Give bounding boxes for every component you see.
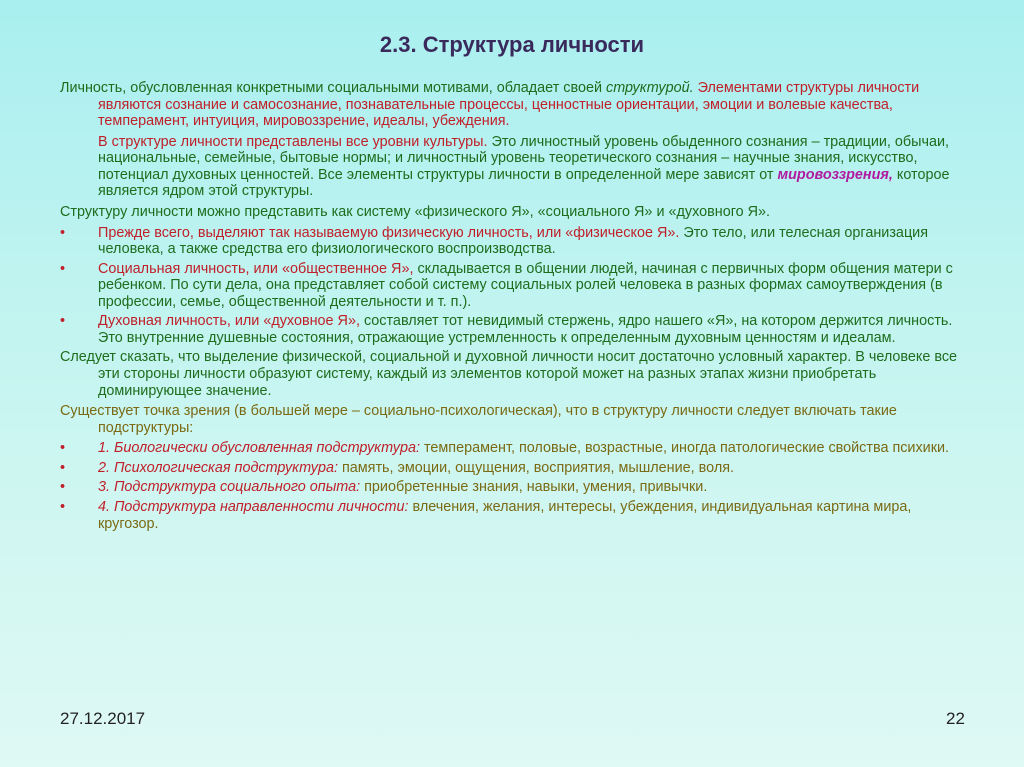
bullet-icon: • [60,459,66,476]
text: В структуре личности представлены все уровни культуры. [98,133,488,150]
text-emphasis: структурой. [606,80,694,96]
text: 4. [98,498,114,515]
bullet-icon: • [60,440,66,457]
text: которое является ядром этой структуры. [98,166,950,200]
bullet-icon: • [60,313,66,330]
list-item [60,479,975,496]
text: Прежде всего, выделяют так называемую физическую личность, или «физическое Я». [98,224,680,241]
paragraph-substructures-intro: Существует точка зрения (в большей мере – социально-психологическая), что в структуру личности следует включать такие подструктуры: [60,403,897,436]
paragraph-ya-system: Структуру личности можно представить как систему «физического Я», «социального Я» и «духовного Я». [60,203,771,220]
text: влечения, желания, интересы, убеждения, индивидуальная картина мира, кругозор. [98,498,912,532]
slide-title: 2.3. Структура личности [379,32,645,57]
text-emphasis: Психологическая подструктура: [114,459,338,476]
text: память, эмоции, ощущения, восприятия, мышление, воля. [337,459,735,476]
bullet-icon: • [60,498,66,515]
list-item [60,261,975,311]
list-item [60,460,975,477]
text: темперамент, половые, возрастные, иногда патологические свойства психики. [419,440,950,457]
paragraph-conclusion: Следует сказать, что выделение физической, социальной и духовной личности носит достаточно условный характер. В человеке все эти стороны личности образуют систему, каждый из элементов которой может на разных этапах жизни приобретать доминирующее значение. [60,349,958,399]
text: складывается в общении людей, начиная с первичных форм общения матери с ребенком. По сути дела, она представляет собой систему социальных ролей человека в разных формах самоутверждения (в профессии, семье, общественной деятельности и т. п.). [98,260,953,310]
slide-content [60,80,975,535]
list-item [60,440,975,457]
text: Духовная личность, или «духовное Я», [98,313,360,330]
text-emphasis: мировоззрения, [777,166,893,183]
list-item [60,499,975,532]
bullet-icon: • [60,224,66,241]
text-emphasis: Биологически обусловленная подструктура: [114,440,420,457]
text: приобретенные знания, навыки, умения, привычки. [360,479,708,496]
text: 2. [98,459,114,476]
paragraph-culture-levels [60,134,975,200]
text-emphasis: Подструктура социального опыта: [114,479,361,496]
text: составляет тот невидимый стержень, ядро нашего «Я», на котором держится личность. Это внутренние душевные состояния, отражающие устремленность к определенным духовным ценностям и идеалам. [98,313,953,346]
text-emphasis: Подструктура направленности личности: [114,498,409,515]
text: Это личностный уровень обыденного сознания – традиции, обычаи, национальные, семейные, бытовые нормы; и личностный уровень теоретического сознания – научные знания, искусство, потенциал духовных ценностей. Все элементы структуры личности в определенной мере зависят от [98,133,950,183]
bullet-icon: • [60,260,66,277]
slide-number: 22 [946,709,965,728]
text: Это тело, или телесная организация человека, а также средства его физиологического воспроизводства. [98,224,929,258]
text: Социальная личность, или «общественное Я», [98,260,414,277]
text: 1. [98,440,114,457]
text: 3. [98,479,114,496]
footer-date: 27.12.2017 [60,709,146,728]
list-item [60,313,975,346]
paragraph-structure-intro [60,80,975,130]
bullet-icon: • [60,479,66,496]
text: Элементами структуры личности являются сознание и самосознание, познавательные процессы, ценностные ориентации, эмоции и волевые качества, темперамент, интуиция, мировоззрение, идеалы, убеждения. [98,80,920,130]
list-item [60,225,975,258]
text: Личность, обусловленная конкретными социальными мотивами, обладает своей [60,80,606,96]
